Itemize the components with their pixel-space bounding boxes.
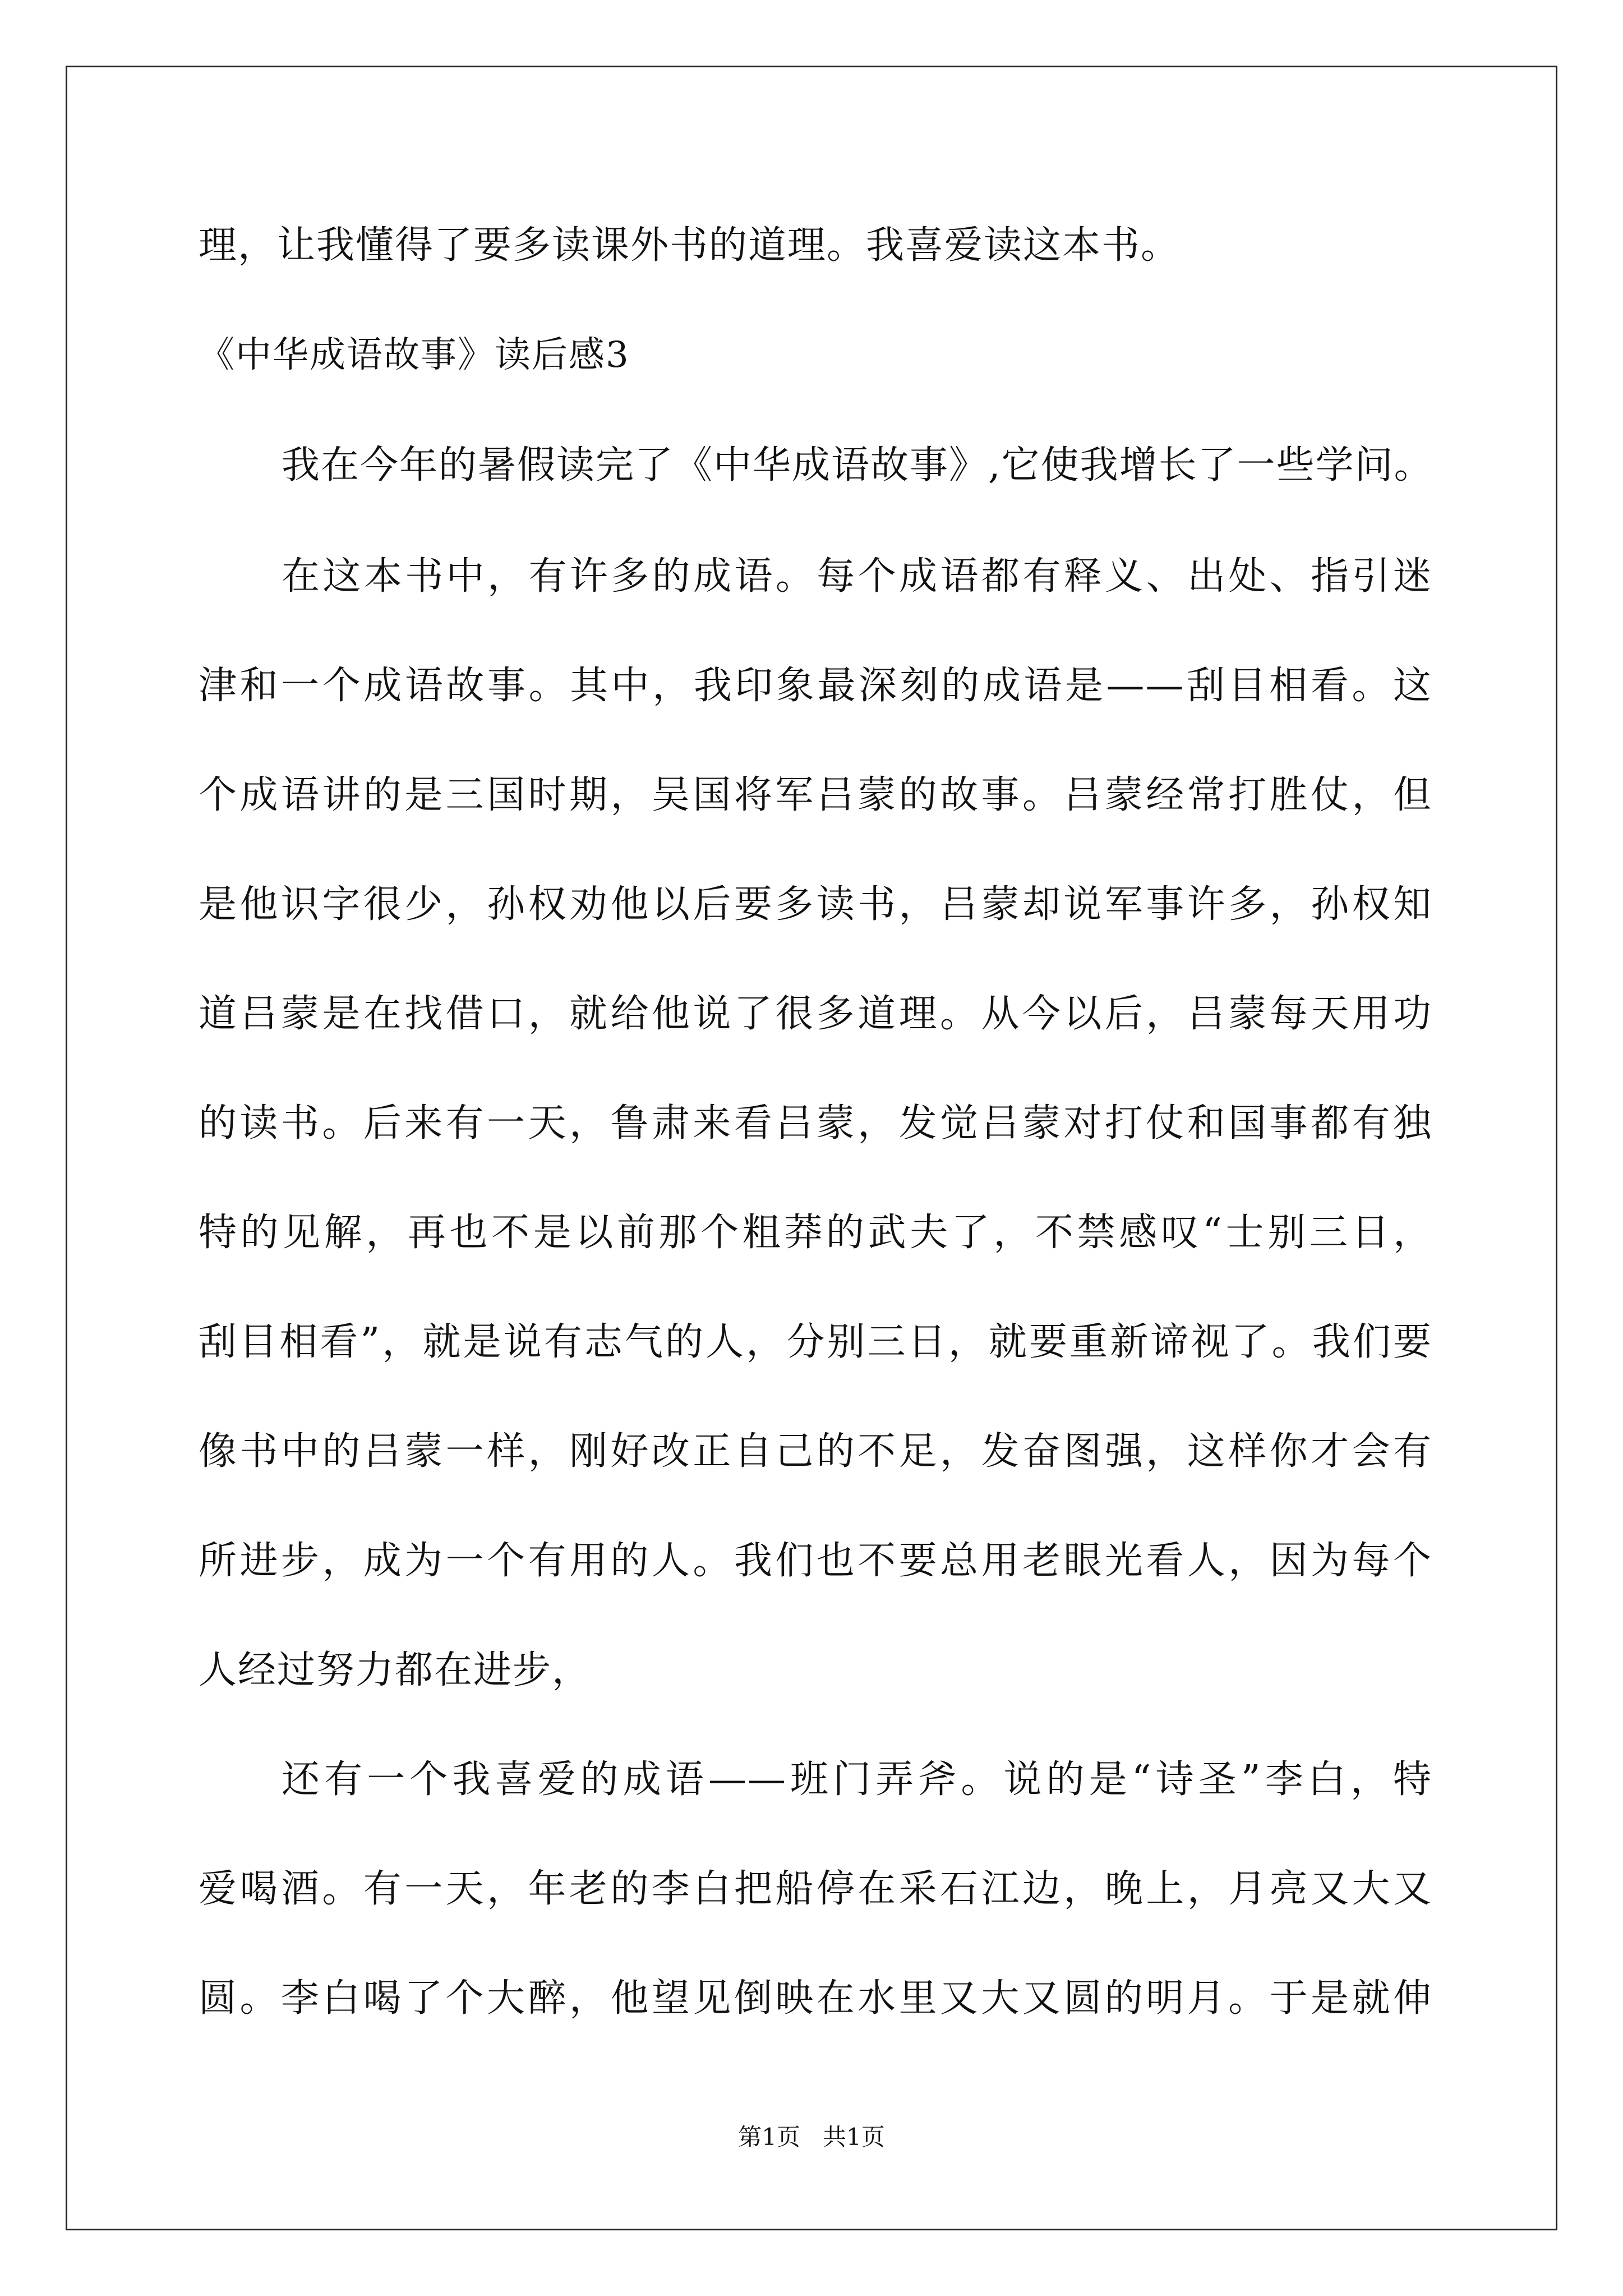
- paragraph-line: 我在今年的暑假读完了《中华成语故事》,它使我增长了一些学问。: [282, 443, 1433, 487]
- paragraph-line: 人经过努力都在进步，: [199, 1648, 592, 1692]
- section-heading: 《中华成语故事》读后感3: [199, 334, 630, 376]
- paragraph-line: 的读书。后来有一天，鲁肃来看吕蒙，发觉吕蒙对打仗和国事都有独: [199, 1101, 1432, 1145]
- paragraph-line: 像书中的吕蒙一样，刚好改正自己的不足，发奋图强，这样你才会有: [199, 1429, 1432, 1474]
- paragraph-line: 是他识字很少，孙权劝他以后要多读书，吕蒙却说军事许多，孙权知: [199, 882, 1432, 927]
- page-footer: 第1页 共1页: [738, 2123, 885, 2151]
- paragraph-line: 还有一个我喜爱的成语——班门弄斧。说的是“诗圣”李白，特: [282, 1757, 1432, 1802]
- paragraph-line: 圆。李白喝了个大醉，他望见倒映在水里又大又圆的明月。于是就伸: [199, 1976, 1432, 2021]
- paragraph-line: 特的见解，再也不是以前那个粗莽的武夫了，不禁感叹“士别三日，: [199, 1211, 1432, 1255]
- paragraph-line: 所进步，成为一个有用的人。我们也不要总用老眼光看人，因为每个: [199, 1539, 1432, 1583]
- paragraph-line: 津和一个成语故事。其中，我印象最深刻的成语是——刮目相看。这: [199, 664, 1432, 708]
- paragraph-line: 理，让我懂得了要多读课外书的道理。我喜爱读这本书。: [199, 223, 1181, 268]
- paragraph-line: 道吕蒙是在找借口，就给他说了很多道理。从今以后，吕蒙每天用功: [199, 992, 1432, 1036]
- paragraph-line: 刮目相看”，就是说有志气的人，分别三日，就要重新谛视了。我们要: [199, 1320, 1432, 1364]
- paragraph-line: 爱喝酒。有一天，年老的李白把船停在采石江边，晚上，月亮又大又: [199, 1867, 1432, 1911]
- paragraph-line: 在这本书中，有许多的成语。每个成语都有释义、出处、指引迷: [282, 554, 1432, 599]
- paragraph-line: 个成语讲的是三国时期，吴国将军吕蒙的故事。吕蒙经常打胜仗，但: [199, 773, 1432, 817]
